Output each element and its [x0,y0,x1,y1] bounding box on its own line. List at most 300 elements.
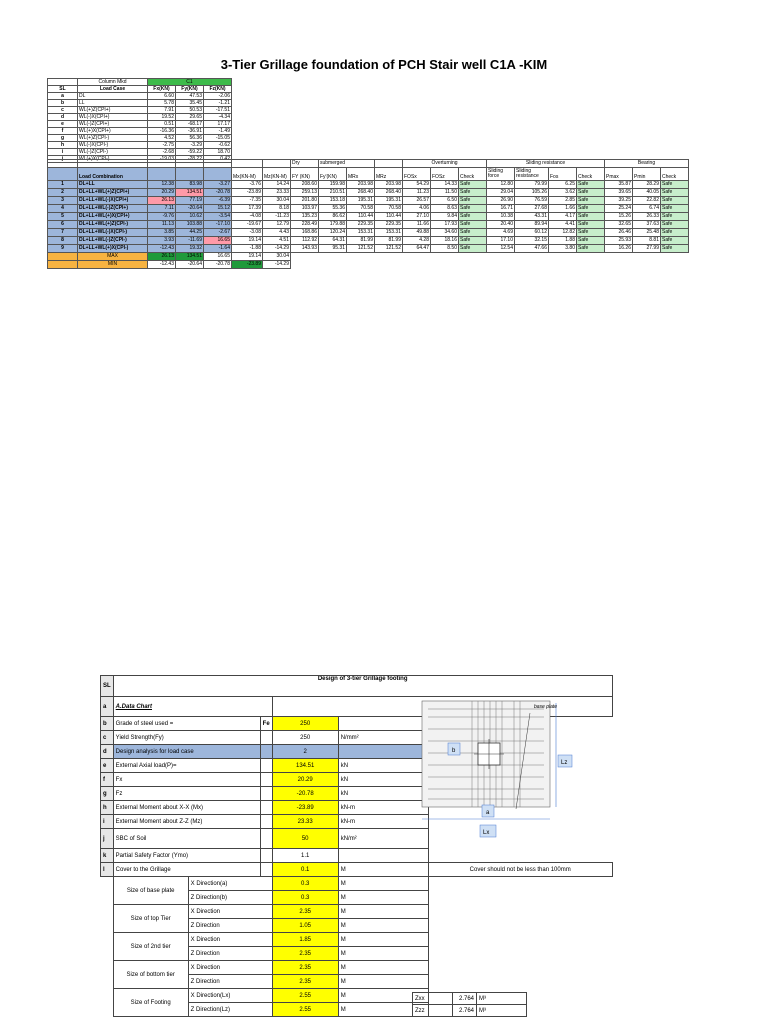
size-value: 2.55 [272,989,338,1003]
row-sf: 10.38 [487,213,515,221]
fos-header: Fos [549,168,577,181]
row-pmax: 35.87 [605,181,633,189]
lz-label: Lz [561,760,568,766]
row-fyp: 55.36 [319,205,347,213]
spacer-cell [260,773,272,787]
direction-label: Z Direction(Lz) [188,1003,272,1017]
spacer-cell [260,787,272,801]
size-label: Size of 2nd tier [113,933,188,961]
empty-cell [101,877,114,891]
row-load-case: WL(-)Z(CPI+) [78,121,148,128]
sliding-resistance-value-header: Sliding resistance [515,168,549,181]
design-unit [338,745,428,759]
size-value: 1.05 [272,919,338,933]
design-label: Design analysis for load case [113,745,260,759]
sliding-status: Safe [577,229,605,237]
zxx-unit: M³ [477,993,527,1005]
row-fosx: 49.88 [403,229,431,237]
size-row [101,877,613,891]
sliding-status: Safe [577,245,605,253]
empty-cell [428,961,612,975]
min-row: MIN -12.43 -20.64 -20.78 -23.89 -14.29 [48,261,689,269]
sliding-status: Safe [577,221,605,229]
load-case-row [48,135,232,142]
row-fos: 3.80 [549,245,577,253]
design-value: 0.1 [272,863,338,877]
size-value: 2.35 [272,905,338,919]
zxx-value: 2.764 [453,993,477,1005]
row-sf: 26.90 [487,197,515,205]
row-sl: i [48,149,78,156]
size-row [101,933,613,947]
design-row-sl: c [101,731,114,745]
size-label: Size of base plate [113,877,188,905]
row-load-case: WL(-)Z(CPI-) [78,149,148,156]
row-load-combination: DL+LL+WL(-)Z(CPI+) [78,205,148,213]
row-fyk: 168.86 [291,229,319,237]
load-combination-row [48,213,689,221]
design-label: Fx [113,773,260,787]
row-pmax: 39.25 [605,197,633,205]
row-fyk: 103.97 [291,205,319,213]
row-sr: 43.31 [515,213,549,221]
empty-cell [101,989,114,1003]
load-combination-row [48,245,689,253]
design-value: 134.51 [272,759,338,773]
row-fyp: 153.18 [319,197,347,205]
design-value: 50 [272,829,338,849]
size-unit: M [338,877,428,891]
row-sf: 16.71 [487,205,515,213]
overturning-status: Safe [459,213,487,221]
size-value: 2.35 [272,947,338,961]
row-load-combination: DL+LL+WL(+)X(CPI-) [78,245,148,253]
row-sf: 17.10 [487,237,515,245]
direction-label: Z Direction [188,975,272,989]
row-load-case: DL [78,93,148,100]
row-load-case: WL(+)X(CPI+) [78,128,148,135]
row-number: 4 [48,205,78,213]
row-load-combination: DL+LL+WL(-)X(CPI-) [78,229,148,237]
row-pmax: 16.26 [605,245,633,253]
design-row [101,863,613,877]
row-pmin: 37.63 [633,221,661,229]
row-fx: -2.68 [148,149,176,156]
row-fz: -3.54 [204,213,232,221]
row-fz: -0.62 [204,142,232,149]
row-pmin: 8.81 [633,237,661,245]
row-fz: -1.21 [204,100,232,107]
overturning-status: Safe [459,189,487,197]
row-mx: -3.08 [232,229,263,237]
row-fy: 56.36 [176,135,204,142]
row-number: 5 [48,213,78,221]
row-pmin: 40.05 [633,189,661,197]
row-mz: 4.43 [263,229,291,237]
load-case-row [48,114,232,121]
row-mrz: 229.35 [375,221,403,229]
row-fz: -1.49 [204,128,232,135]
design-row [101,849,613,863]
design-value: -20.78 [272,787,338,801]
row-fy: -3.29 [176,142,204,149]
empty-cell [101,961,114,975]
row-fosz: 8.63 [431,205,459,213]
design-row-sl: g [101,787,114,801]
row-fosx: 4.28 [403,237,431,245]
row-mz: 8.18 [263,205,291,213]
row-mx: 17.39 [232,205,263,213]
row-fz: -2.06 [204,93,232,100]
row-load-case: WL(+)Z(CPI-) [78,135,148,142]
b-label: b [452,748,456,754]
size-row [101,989,613,1003]
design-unit: kN-m [338,815,428,829]
size-unit: M [338,989,428,1003]
row-fosz: 8.50 [431,245,459,253]
row-sr: 60.12 [515,229,549,237]
row-fy: 44.25 [176,229,204,237]
cover-note: Cover should not be less than 100mm [428,863,612,877]
row-fy: 29.65 [176,114,204,121]
row-load-combination: DL+LL+WL(+)X(CPI+) [78,213,148,221]
row-mrz: 70.58 [375,205,403,213]
overturning-status: Safe [459,237,487,245]
overturning-status: Safe [459,221,487,229]
overturning-check-header: Check [459,168,487,181]
bearing-status: Safe [661,221,689,229]
empty-cell [101,905,114,919]
row-pmin: 26.33 [633,213,661,221]
row-fos: 3.62 [549,189,577,197]
row-mx: -1.88 [232,245,263,253]
row-fy: -36.91 [176,128,204,135]
bearing-check-header: Check [661,168,689,181]
size-row [101,905,613,919]
size-label: Size of top Tier [113,905,188,933]
page-title: 3-Tier Grillage foundation of PCH Stair well C1A -KIM [220,57,548,72]
sliding-check-header: Check [577,168,605,181]
load-case-row [48,142,232,149]
row-fy: -11.69 [176,237,204,245]
row-mrz: 81.99 [375,237,403,245]
empty-cell [428,849,612,863]
sliding-status: Safe [577,213,605,221]
row-fyk: 201.80 [291,197,319,205]
row-fyk: 143.93 [291,245,319,253]
design-unit: N/mm² [338,731,428,745]
row-number: 1 [48,181,78,189]
row-mrz: 121.52 [375,245,403,253]
row-mx: 19.14 [232,237,263,245]
empty-cell [428,877,612,891]
design-row-sl: b [101,717,114,731]
overturning-status: Safe [459,245,487,253]
design-row-sl: h [101,801,114,815]
row-fx: 5.78 [148,100,176,107]
size-unit: M [338,933,428,947]
row-load-case: WL(+)Z(CPI+) [78,107,148,114]
size-row [101,961,613,975]
row-number: 9 [48,245,78,253]
size-value: 2.35 [272,975,338,989]
load-combination-row [48,221,689,229]
design-row-sl: e [101,759,114,773]
design-unit: kN-m [338,801,428,815]
fy-header: Fy(KN) [176,86,204,93]
design-row-sl: a [101,697,114,717]
load-combination-row [48,197,689,205]
row-fy: 83.98 [176,181,204,189]
row-fx: 26.13 [148,197,176,205]
row-fy: 134.51 [176,189,204,197]
design-unit: kN/m² [338,829,428,849]
row-sl: a [48,93,78,100]
zxx-label: Zxx [413,993,453,1005]
zzz-unit: M³ [477,1005,527,1017]
row-fyp: 210.51 [319,189,347,197]
row-fos: 4.41 [549,221,577,229]
row-fyk: 112.92 [291,237,319,245]
sliding-force-header: Sliding force [487,168,515,181]
row-mrx: 153.31 [347,229,375,237]
row-sf: 12.80 [487,181,515,189]
row-fz: 15.12 [204,205,232,213]
row-pmax: 26.46 [605,229,633,237]
row-pmin: 25.48 [633,229,661,237]
sliding-status: Safe [577,181,605,189]
row-sl: h [48,142,78,149]
lx-label: Lx [483,830,490,836]
row-fyp: 120.24 [319,229,347,237]
load-combination-row [48,181,689,189]
load-combination-table [47,159,689,269]
row-fosz: 6.50 [431,197,459,205]
row-fy: 47.53 [176,93,204,100]
bearing-status: Safe [661,229,689,237]
grillage-diagram [418,699,588,845]
row-fx: -2.75 [148,142,176,149]
fosz-header: FOSz [431,168,459,181]
row-sf: 4.69 [487,229,515,237]
row-fyp: 64.31 [319,237,347,245]
row-fz: -1.64 [204,245,232,253]
row-mrx: 229.35 [347,221,375,229]
size-label: Size of bottom tier [113,961,188,989]
row-fz: -4.34 [204,114,232,121]
row-fz: -17.51 [204,107,232,114]
direction-label: Z Direction [188,947,272,961]
row-fx: 20.29 [148,189,176,197]
load-combination-row [48,189,689,197]
size-unit: M [338,975,428,989]
row-pmax: 39.65 [605,189,633,197]
fz-header: Fz(KN) [204,86,232,93]
spacer-cell [260,731,272,745]
load-case-row [48,100,232,107]
row-number: 6 [48,221,78,229]
direction-label: X Direction(Lx) [188,989,272,1003]
row-load-combination: DL+LL [78,181,148,189]
row-fz: -2.67 [204,229,232,237]
row-fx: 6.60 [148,93,176,100]
size-unit: M [338,919,428,933]
direction-label: Z Direction(b) [188,891,272,905]
mx-header: Mx(KN-M) [232,168,263,181]
row-pmax: 25.24 [605,205,633,213]
load-combination-row [48,237,689,245]
design-label: Fz [113,787,260,801]
spacer-cell [260,745,272,759]
a-label: a [486,810,490,816]
row-mrz: 110.44 [375,213,403,221]
mrx-header: MRx [347,168,375,181]
row-fyk: 228.49 [291,221,319,229]
sliding-resistance-header: Sliding resistance [487,160,605,168]
bearing-status: Safe [661,245,689,253]
size-value: 2.35 [272,961,338,975]
row-fyp: 86.62 [319,213,347,221]
row-mrx: 203.98 [347,181,375,189]
design-label: External Moment about X-X (Mx) [113,801,260,815]
row-fosx: 4.06 [403,205,431,213]
row-fyp: 95.31 [319,245,347,253]
design-label: Cover to the Grillage [113,863,260,877]
row-mx: -3.76 [232,181,263,189]
grillage-plan-drawing [422,701,556,819]
row-fz: -6.39 [204,197,232,205]
empty-cell [101,891,114,905]
sliding-status: Safe [577,237,605,245]
row-fyk: 135.23 [291,213,319,221]
row-fx: 3.93 [148,237,176,245]
bearing-status: Safe [661,213,689,221]
row-fx: 7.11 [148,205,176,213]
row-fy: -68.17 [176,121,204,128]
pmin-header: Pmin [633,168,661,181]
row-sl: g [48,135,78,142]
design-unit: kN [338,773,428,787]
design-value: 250 [272,717,338,731]
load-case-row [48,128,232,135]
row-load-combination: DL+LL+WL(+)Z(CPI+) [78,189,148,197]
sl-header: SL [48,86,78,93]
bearing-status: Safe [661,181,689,189]
row-mx: -7.35 [232,197,263,205]
row-mx: -23.89 [232,189,263,197]
load-case-header: Load Case [78,86,148,93]
load-combination-row [48,229,689,237]
direction-label: Z Direction [188,919,272,933]
row-sl: b [48,100,78,107]
row-fy: -28.22 [176,156,204,163]
design-label: SBC of Soil [113,829,260,849]
row-fz: -15.05 [204,135,232,142]
dry-header: Dry [291,160,319,168]
size-label: Size of Footing [113,989,188,1017]
row-fosx: 54.29 [403,181,431,189]
row-fx: 12.38 [148,181,176,189]
row-fy: 10.62 [176,213,204,221]
size-value: 2.55 [272,1003,338,1017]
row-mrz: 153.31 [375,229,403,237]
row-sr: 47.66 [515,245,549,253]
max-row: MAX 26.13 134.51 16.65 19.14 30.04 [48,253,689,261]
size-unit: M [338,961,428,975]
row-mz: 4.51 [263,237,291,245]
row-fosz: 34.60 [431,229,459,237]
row-fx: 19.52 [148,114,176,121]
data-chart-heading: A.Data Chart [113,697,272,717]
row-pmin: 28.29 [633,181,661,189]
row-fosz: 11.50 [431,189,459,197]
column-mkd-header: Column Mkd [78,79,148,86]
row-pmax: 15.26 [605,213,633,221]
sliding-status: Safe [577,197,605,205]
row-mrx: 110.44 [347,213,375,221]
row-mrx: 268.40 [347,189,375,197]
row-pmax: 32.65 [605,221,633,229]
mz-header: Mz(KN-M) [263,168,291,181]
spacer-cell [260,849,272,863]
row-load-case: WL(-)X(CPI-) [78,142,148,149]
design-value: 2 [272,745,338,759]
row-sr: 105.26 [515,189,549,197]
empty-cell [428,905,612,919]
row-load-case: LL [78,100,148,107]
row-fy: 77.19 [176,197,204,205]
fosx-header: FOSx [403,168,431,181]
row-pmin: 22.82 [633,197,661,205]
row-fosz: 17.93 [431,221,459,229]
row-sl: c [48,107,78,114]
row-sr: 27.68 [515,205,549,213]
row-fx: 11.13 [148,221,176,229]
row-load-combination: DL+LL+WL(+)Z(CPI-) [78,221,148,229]
row-fos: 1.66 [549,205,577,213]
empty-cell [428,933,612,947]
design-row-sl: i [101,815,114,829]
row-fosz: 14.33 [431,181,459,189]
bearing-header: Bearing [605,160,689,168]
row-sl: e [48,121,78,128]
design-unit [338,717,428,731]
row-mrx: 81.99 [347,237,375,245]
direction-label: X Direction [188,933,272,947]
row-sr: 76.59 [515,197,549,205]
row-mrz: 203.98 [375,181,403,189]
row-fosx: 11.23 [403,189,431,197]
size-unit: M [338,905,428,919]
row-fos: 2.85 [549,197,577,205]
pmax-header: Pmax [605,168,633,181]
row-mz: 14.24 [263,181,291,189]
design-title: Design of 3-tier Grillage footing [113,676,612,697]
row-fx: -12.43 [148,245,176,253]
design-unit: kN [338,787,428,801]
empty-cell [101,1003,114,1017]
row-fx: 3.85 [148,229,176,237]
load-case-row [48,107,232,114]
empty-cell [428,975,612,989]
empty-cell [101,919,114,933]
row-sf: 12.54 [487,245,515,253]
row-mx: -4.08 [232,213,263,221]
row-mrx: 70.58 [347,205,375,213]
row-fz: -17.10 [204,221,232,229]
row-fz: 18.70 [204,149,232,156]
row-number: 2 [48,189,78,197]
